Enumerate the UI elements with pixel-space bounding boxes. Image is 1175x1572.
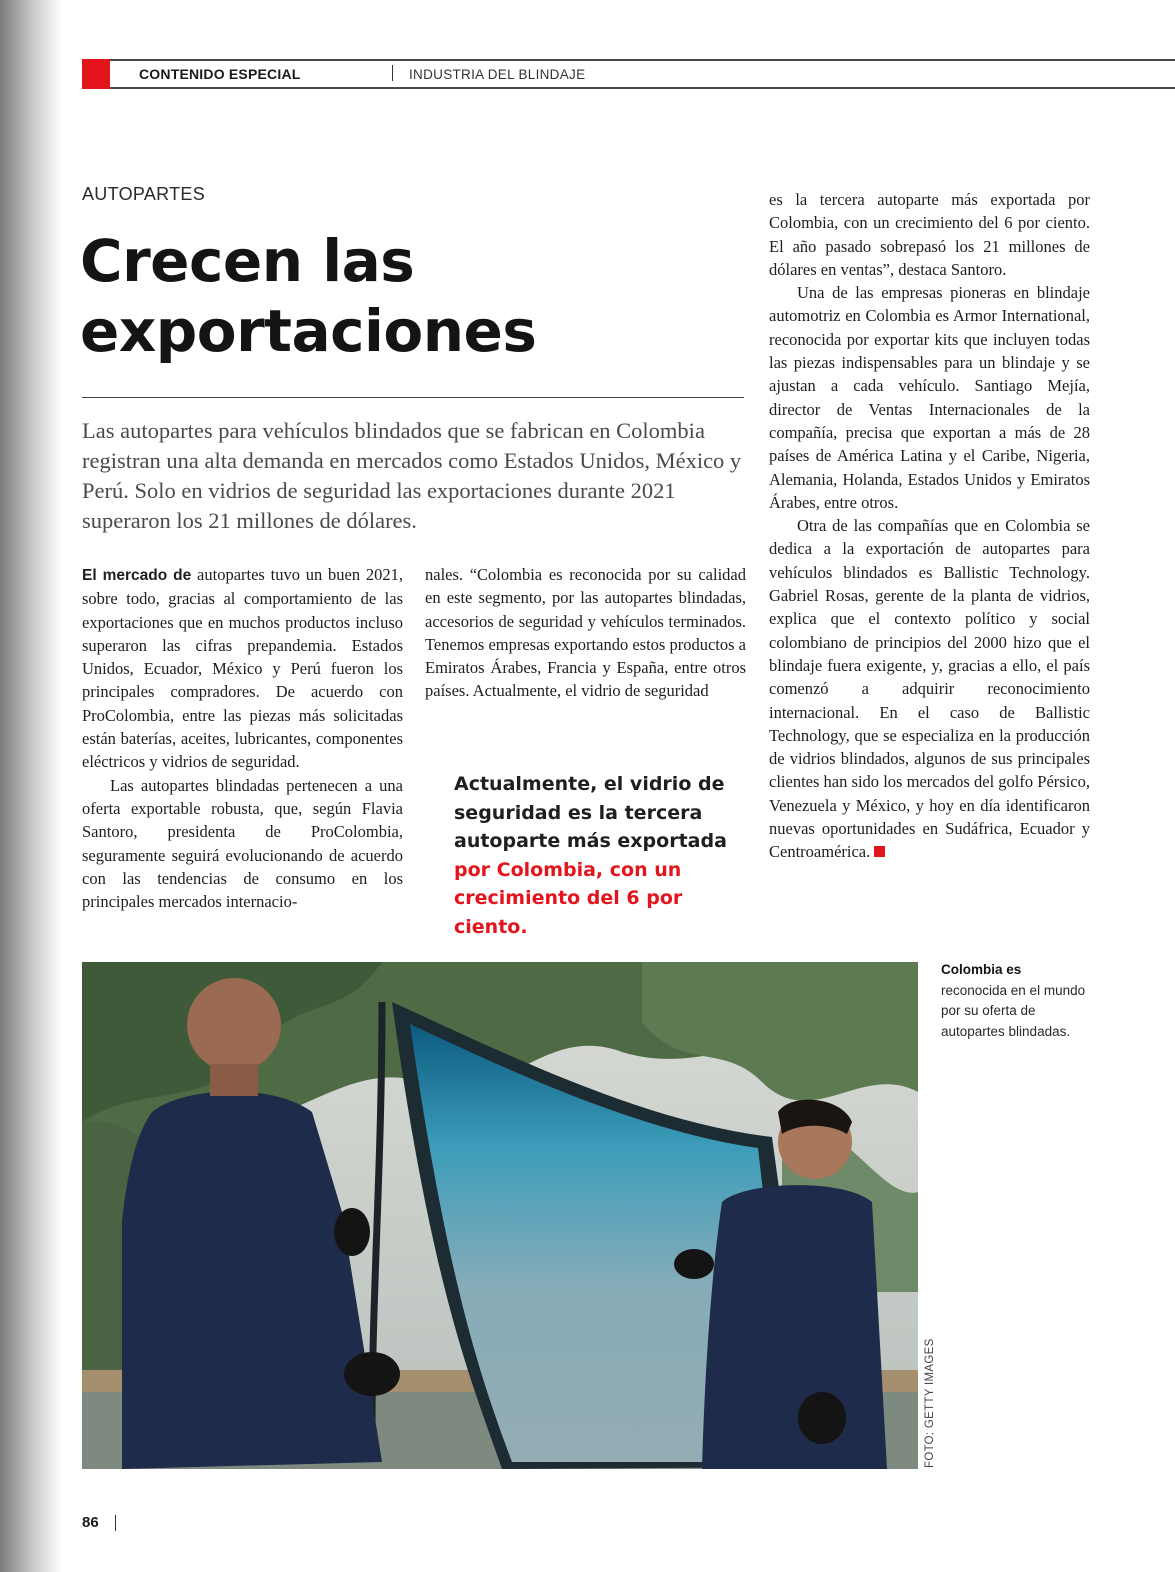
body-paragraph: Una de las empresas pioneras en blindaje automotriz en Colombia es Armor International, reconocida por exportar kits que incluyen todas las piezas indispensables para un blindaje y se ajustan a cada vehículo. Santiago Mejía, director de Ventas Internacionales de la compañía, precisa que exportan a más de 28 países de América Latina y el Caribe, Nigeria, Alemania, Holanda, Estados Unidos y Emiratos Árabes, entre otros. (769, 283, 1090, 512)
headline-divider (82, 397, 744, 398)
section-color-tab (82, 59, 110, 89)
page-spine-shadow (0, 0, 62, 1572)
body-column-3 (769, 188, 1090, 864)
article-lede: Las autopartes para vehículos blindados que se fabrican en Colombia registran una alta demanda en mercados como Estados Unidos, México y Perú. Solo en vidrios de seguridad las exportaciones durante 2021 superaron los 21 millones de dólares. (82, 418, 742, 533)
photo-caption (941, 960, 1091, 1042)
body-column-2 (425, 563, 746, 703)
body-paragraph (82, 563, 403, 774)
subsection-label: INDUSTRIA DEL BLINDAJE (409, 67, 586, 82)
paragraph-text: autopartes tuvo un buen 2021, sobre todo, gracias al comportamiento de las exportaciones que en muchos productos incluso superaron las cifras prepandemia. Estados Unidos, Ecuador, México y Perú fueron los principales compradores. De acuerdo con ProColombia, entre las piezas más solicitadas están baterías, aceites, lubricantes, componentes eléctricos y vidrios de seguridad. (82, 565, 403, 772)
caption-bold: Colombia es (941, 962, 1022, 977)
page-number-separator (115, 1515, 116, 1531)
header-separator (392, 65, 393, 81)
photo-illustration (82, 962, 918, 1469)
paragraph-text: Otra de las compañías que en Colombia se dedica a la exportación de autopartes para vehículos blindados es Ballistic Technology. Gabriel Rosas, gerente de la planta de vidrios, explica que el contexto político y social colombiano de principios del 2000 hizo que el blindaje fuera exigente, y, gracias a ello, el país comenzó a adquirir reconocimiento internacional. En el caso de Ballistic Technology, que se especializa en la producción de vidrios blindados, algunos de sus principales clientes han sido los mercados del golfo Pérsico, Venezuela y México, y hoy en día identificaron nuevas oportunidades en Sudáfrica, Ecuador y Centroamérica. (769, 516, 1090, 862)
pull-quote-red: por Colombia, con un crecimiento del 6 por ciento. (454, 858, 683, 938)
body-paragraph: nales. “Colombia es reconocida por su calidad en este segmento, por las autopartes blindadas, accesorios de seguridad y vehículos terminados. Tenemos empresas exportando estos productos a Emiratos Árabes, Francia y España, entre otros países. Actualmente, el vidrio de seguridad (425, 565, 746, 701)
body-paragraph: es la tercera autoparte más exportada por Colombia, con un crecimiento del 6 por ciento. El año pasado sobrepasó los 21 millones de dólares en ventas”, destaca Santoro. (769, 190, 1090, 279)
page-number: 86 (82, 1514, 99, 1531)
article-photo (82, 962, 918, 1469)
article-kicker: AUTOPARTES (82, 184, 206, 204)
article-headline (80, 226, 740, 366)
body-paragraph (769, 514, 1090, 863)
pull-quote-dark: Actualmente, el vidrio de seguridad es la tercera autoparte más exportada (454, 773, 727, 852)
body-paragraph: Las autopartes blindadas pertenecen a una oferta exportable robusta, que, según Flavia Santoro, presidenta de ProColombia, seguramente seguirá evolucionando de acuerdo con las tendencias de consumo en los principales mercados internacio- (82, 775, 403, 912)
headline-line-1: Crecen las (80, 227, 415, 295)
lead-in: El mercado de (82, 567, 192, 584)
section-header-bar (82, 59, 1175, 89)
pull-quote (454, 770, 734, 941)
headline-line-2: exportaciones (80, 297, 537, 365)
end-of-article-mark (874, 846, 885, 857)
body-column-1 (82, 563, 403, 913)
photo-credit: FOTO: GETTY IMAGES (924, 1338, 936, 1468)
section-label: CONTENIDO ESPECIAL (139, 66, 301, 82)
caption-text: reconocida en el mundo por su oferta de autopartes blindadas. (941, 982, 1086, 1039)
